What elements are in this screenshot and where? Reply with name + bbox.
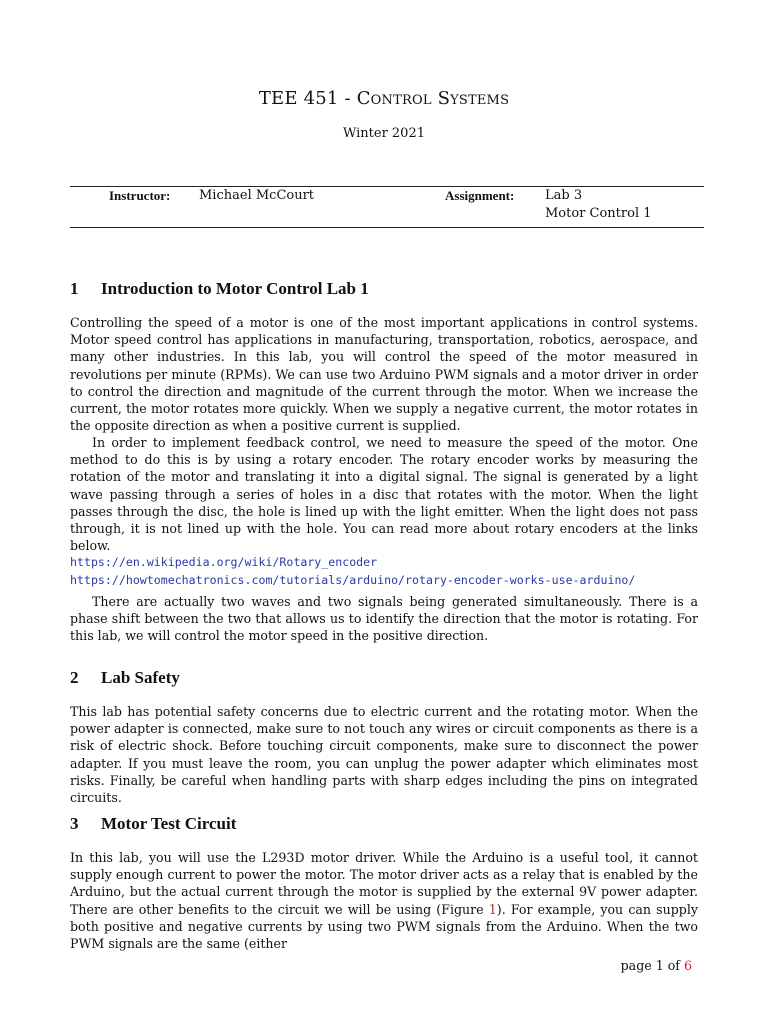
instructor-name: Michael McCourt <box>199 188 315 203</box>
section-number: 3 <box>70 814 79 833</box>
section-number: 1 <box>70 279 79 298</box>
course-name: Control Systems <box>356 88 510 109</box>
assignment-label: Assignment: <box>445 188 515 203</box>
wikipedia-link[interactable]: https://en.wikipedia.org/wiki/Rotary_encoder <box>70 555 378 570</box>
document-title <box>0 88 768 109</box>
assignment-line-1: Lab 3 <box>545 188 583 203</box>
paragraph-text-start: In this lab, you will use the L293D motor driver. While the Arduino is a useful tool, it cannot supply enough current to power the motor. The motor driver acts as a relay that is enabled by the Arduino, but the actual current through the motor is supplied by the external 9V power adapter. There are other benefits to the circuit we will be using (Figure <box>70 850 698 917</box>
section-1-paragraph-3: There are actually two waves and two signals being generated simultaneously. There is a phase shift between the two that allows us to identify the direction that the motor is rotating. For this lab, we will control the motor speed in the positive direction. <box>70 594 698 644</box>
section-title: Lab Safety <box>101 668 180 687</box>
page-number <box>621 958 692 973</box>
section-2-paragraph-1: This lab has potential safety concerns due to electric current and the rotating motor. When the power adapter is connected, make sure to not touch any wires or circuit components as there is a risk of electric shock. Before touching circuit components, make sure to disconnect the power adapter. If you must leave the room, you can unplug the power adapter which eliminates most risks. Finally, be careful when handling parts with sharp edges including the pins on integrated circuits. <box>70 704 698 806</box>
section-heading-3 <box>70 814 236 834</box>
section-3-paragraph-1 <box>70 849 698 952</box>
section-title: Introduction to Motor Control Lab 1 <box>101 279 369 298</box>
page-prefix: page 1 of <box>620 958 684 973</box>
section-heading-1 <box>70 279 369 299</box>
section-1-paragraph-2 <box>70 434 698 589</box>
instructor-label: Instructor: <box>109 188 171 203</box>
assignment-line-2: Motor Control 1 <box>545 206 652 221</box>
section-number: 2 <box>70 668 79 687</box>
section-1-paragraph-1: Controlling the speed of a motor is one of the most important applications in control systems. Motor speed control has applications in manufacturing, transportation, robotics, aerospace, and many other industries. In this lab, you will control the speed of the motor measured in revolutions per minute (RPMs). We can use two Arduino PWM signals and a motor driver in order to control the direction and magnitude of the current through the motor. When we increase the current, the motor rotates more quickly. When we supply a negative current, the motor rotates in the opposite direction as when a positive current is supplied. <box>70 315 698 434</box>
section-heading-2 <box>70 668 180 688</box>
section-title: Motor Test Circuit <box>101 814 237 833</box>
assignment-info-box <box>70 186 704 228</box>
paragraph-text-end: ). For example, you can supply both positive and negative currents by using two PWM signals from the Arduino. When the two PWM signals are the same (either <box>70 901 698 952</box>
figure-reference-link[interactable]: 1 <box>488 901 497 917</box>
total-pages-link[interactable]: 6 <box>683 958 692 973</box>
term: Winter 2021 <box>342 126 425 141</box>
howtomechatronics-link[interactable]: https://howtomechatronics.com/tutorials/arduino/rotary-encoder-works-use-arduino/ <box>70 572 636 587</box>
course-code: TEE 451 - <box>258 88 357 109</box>
paragraph-text: In order to implement feedback control, we need to measure the speed of the motor. One method to do this is by using a rotary encoder. The rotary encoder works by measuring the rotation of the motor and translating it into a digital signal. The signal is generated by a light wave passing through a series of holes in a disc that rotates with the motor. When the light passes through the disc, the hole is lined up with the light emitter. When the light does not pass through, it is not lined up with the hole. You can read more about rotary encoders at the links below. <box>70 435 698 554</box>
